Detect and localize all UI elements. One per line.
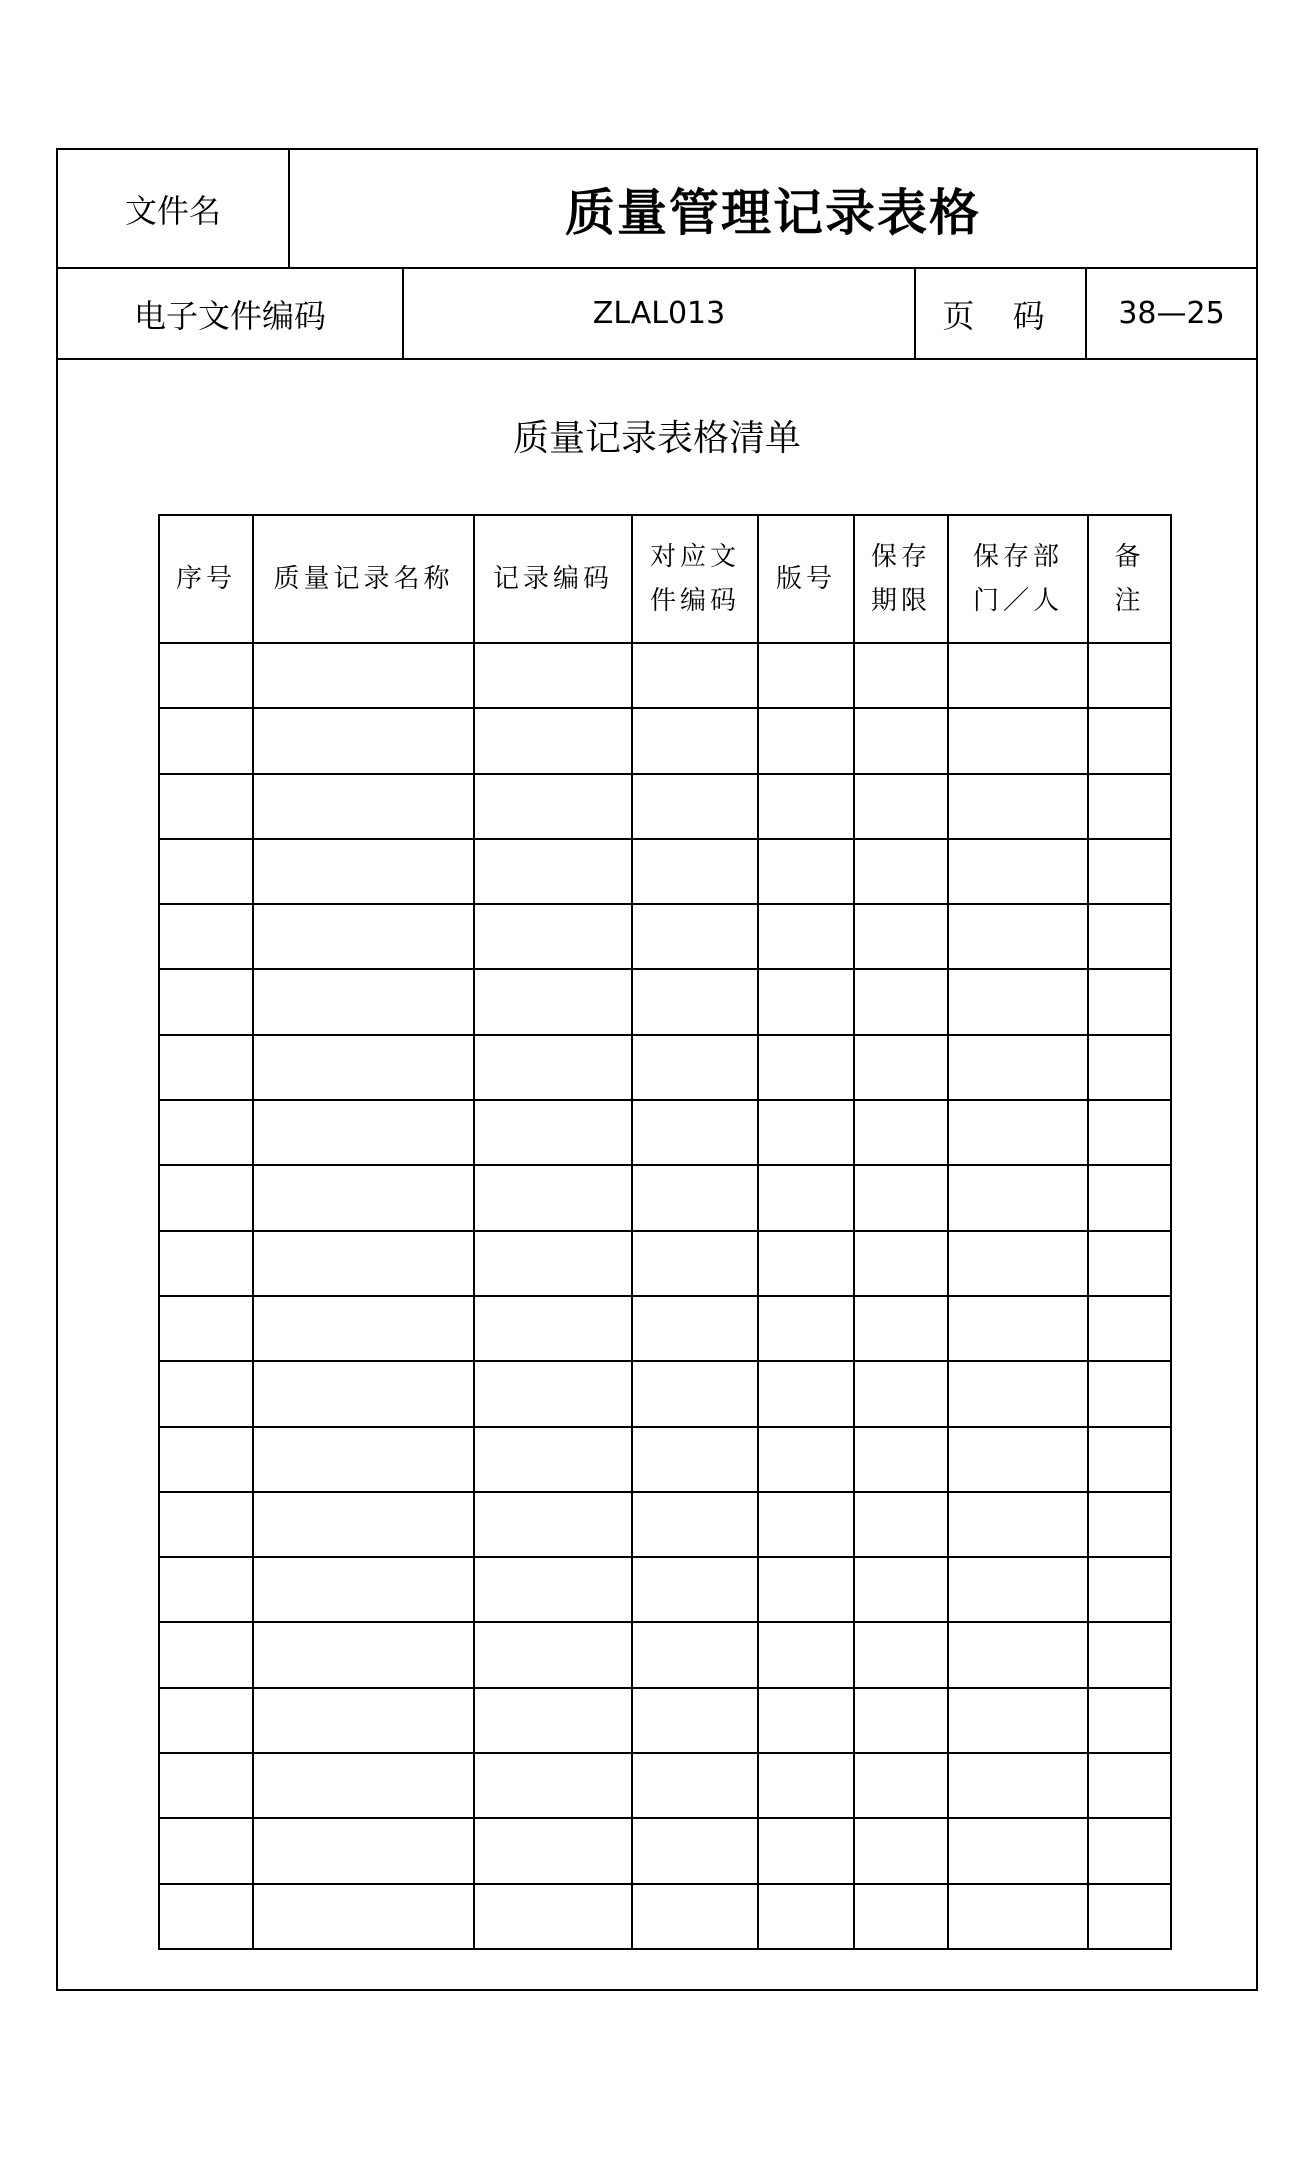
table-cell[interactable]: [253, 1557, 474, 1622]
table-cell[interactable]: [758, 839, 854, 904]
table-cell[interactable]: [1088, 839, 1171, 904]
table-cell[interactable]: [632, 1165, 758, 1230]
table-cell[interactable]: [253, 1361, 474, 1426]
table-row: [159, 1361, 1171, 1426]
table-cell[interactable]: [159, 774, 253, 839]
table-cell[interactable]: [948, 1165, 1088, 1230]
table-cell[interactable]: [632, 1361, 758, 1426]
table-cell[interactable]: [632, 1753, 758, 1818]
table-cell[interactable]: [159, 643, 253, 708]
table-row: [159, 1296, 1171, 1361]
table-cell[interactable]: [632, 774, 758, 839]
table-cell[interactable]: [632, 1557, 758, 1622]
table-cell[interactable]: [758, 1100, 854, 1165]
table-cell[interactable]: [758, 1557, 854, 1622]
table-cell[interactable]: [632, 708, 758, 773]
electronic-code-value: ZLAL013: [404, 269, 916, 358]
table-cell[interactable]: [1088, 1100, 1171, 1165]
page-value: 38—25: [1118, 296, 1225, 331]
table-cell[interactable]: [1088, 904, 1171, 969]
table-cell[interactable]: [1088, 1035, 1171, 1100]
table-cell[interactable]: [159, 1622, 253, 1687]
table-cell[interactable]: [253, 1753, 474, 1818]
table-cell[interactable]: [474, 1688, 632, 1753]
table-cell[interactable]: [1088, 774, 1171, 839]
table-cell[interactable]: [159, 839, 253, 904]
table-cell[interactable]: [854, 708, 948, 773]
table-cell[interactable]: [948, 643, 1088, 708]
table-row: [159, 1818, 1171, 1883]
table-cell[interactable]: [159, 969, 253, 1034]
table-cell[interactable]: [758, 1231, 854, 1296]
table-cell[interactable]: [159, 1884, 253, 1949]
table-cell[interactable]: [854, 1035, 948, 1100]
table-cell[interactable]: [632, 1035, 758, 1100]
table-cell[interactable]: [948, 1427, 1088, 1492]
table-cell[interactable]: [758, 1361, 854, 1426]
table-cell[interactable]: [948, 969, 1088, 1034]
table-cell[interactable]: [758, 1884, 854, 1949]
table-row: [159, 839, 1171, 904]
table-cell[interactable]: [253, 969, 474, 1034]
table-cell[interactable]: [474, 1753, 632, 1818]
table-cell[interactable]: [253, 774, 474, 839]
table-row: [159, 1165, 1171, 1230]
table-body: [159, 643, 1171, 1949]
table-cell[interactable]: [854, 839, 948, 904]
table-cell[interactable]: [253, 1427, 474, 1492]
table-cell[interactable]: [948, 1492, 1088, 1557]
electronic-code-label: 电子文件编码: [58, 269, 404, 358]
table-cell[interactable]: [758, 1035, 854, 1100]
table-cell[interactable]: [854, 1688, 948, 1753]
table-cell[interactable]: [758, 643, 854, 708]
page-label: 页 码: [916, 269, 1087, 358]
table-cell[interactable]: [854, 1165, 948, 1230]
record-list-table: [158, 514, 1172, 1950]
table-cell[interactable]: [1088, 1557, 1171, 1622]
table-cell[interactable]: [1088, 1818, 1171, 1883]
table-cell[interactable]: [948, 1100, 1088, 1165]
table-cell[interactable]: [474, 1492, 632, 1557]
table-cell[interactable]: [758, 1818, 854, 1883]
table-cell[interactable]: [948, 1296, 1088, 1361]
table-cell[interactable]: [854, 1100, 948, 1165]
table-cell[interactable]: [758, 1688, 854, 1753]
table-row: [159, 1100, 1171, 1165]
table-cell[interactable]: [1088, 1165, 1171, 1230]
table-cell[interactable]: [948, 1557, 1088, 1622]
table-cell[interactable]: [253, 1035, 474, 1100]
table-row: [159, 643, 1171, 708]
table-cell[interactable]: [632, 1427, 758, 1492]
table-cell[interactable]: [948, 1231, 1088, 1296]
table-cell[interactable]: [632, 1296, 758, 1361]
table-cell[interactable]: [253, 1296, 474, 1361]
table-row: [159, 1884, 1171, 1949]
table-row: [159, 1492, 1171, 1557]
table-cell[interactable]: [1088, 1622, 1171, 1687]
table-cell[interactable]: [758, 1622, 854, 1687]
table-cell[interactable]: [632, 839, 758, 904]
table-cell[interactable]: [159, 1165, 253, 1230]
table-cell[interactable]: [1088, 1427, 1171, 1492]
table-cell[interactable]: [1088, 1492, 1171, 1557]
table-cell[interactable]: [758, 774, 854, 839]
document-title: 质量管理记录表格: [565, 183, 981, 242]
table-cell[interactable]: [474, 1427, 632, 1492]
table-cell[interactable]: [474, 1231, 632, 1296]
table-cell[interactable]: [758, 969, 854, 1034]
table-cell[interactable]: [854, 1231, 948, 1296]
table-cell[interactable]: [854, 774, 948, 839]
table-cell[interactable]: [948, 708, 1088, 773]
header-row-code: [58, 269, 1256, 360]
table-row: [159, 1427, 1171, 1492]
table-cell[interactable]: [948, 839, 1088, 904]
table-cell[interactable]: [632, 643, 758, 708]
table-cell[interactable]: [948, 774, 1088, 839]
table-cell[interactable]: [474, 1884, 632, 1949]
table-cell[interactable]: [253, 1100, 474, 1165]
table-row: [159, 969, 1171, 1034]
table-cell[interactable]: [1088, 969, 1171, 1034]
table-cell[interactable]: [474, 1622, 632, 1687]
section-title: 质量记录表格清单: [512, 418, 801, 459]
table-cell[interactable]: [159, 708, 253, 773]
table-cell[interactable]: [854, 1557, 948, 1622]
table-cell[interactable]: [474, 774, 632, 839]
table-cell[interactable]: [159, 1035, 253, 1100]
table-cell[interactable]: [632, 1884, 758, 1949]
table-cell[interactable]: [758, 708, 854, 773]
table-cell[interactable]: [253, 1231, 474, 1296]
table-cell[interactable]: [948, 1622, 1088, 1687]
table-cell[interactable]: [854, 1622, 948, 1687]
table-cell[interactable]: [253, 643, 474, 708]
table-cell[interactable]: [474, 643, 632, 708]
table-cell[interactable]: [474, 1035, 632, 1100]
table-cell[interactable]: [474, 1165, 632, 1230]
table-cell[interactable]: [854, 1818, 948, 1883]
table-cell[interactable]: [632, 969, 758, 1034]
table-cell[interactable]: [948, 1035, 1088, 1100]
table-cell[interactable]: [1088, 708, 1171, 773]
table-cell[interactable]: [632, 1231, 758, 1296]
table-cell[interactable]: [159, 1296, 253, 1361]
table-cell[interactable]: [1088, 1296, 1171, 1361]
table-cell[interactable]: [474, 708, 632, 773]
table-cell[interactable]: [854, 1427, 948, 1492]
table-cell[interactable]: [159, 1818, 253, 1883]
table-cell[interactable]: [758, 904, 854, 969]
column-header: 记录编码: [474, 515, 632, 643]
column-header: 版号: [758, 515, 854, 643]
table-cell[interactable]: [632, 1622, 758, 1687]
table-row: [159, 904, 1171, 969]
table-cell[interactable]: [159, 1427, 253, 1492]
header-row-title: [58, 150, 1256, 269]
table-cell[interactable]: [632, 1818, 758, 1883]
table-cell[interactable]: [159, 1361, 253, 1426]
table-row: [159, 1753, 1171, 1818]
table-cell[interactable]: [632, 1688, 758, 1753]
table-row: [159, 1557, 1171, 1622]
table-cell[interactable]: [159, 1688, 253, 1753]
table-cell[interactable]: [1088, 1884, 1171, 1949]
table-cell[interactable]: [854, 1492, 948, 1557]
column-header: 序号: [159, 515, 253, 643]
table-cell[interactable]: [854, 1296, 948, 1361]
table-cell[interactable]: [948, 1688, 1088, 1753]
table-row: [159, 708, 1171, 773]
table-cell[interactable]: [632, 1492, 758, 1557]
table-row: [159, 1035, 1171, 1100]
table-cell[interactable]: [474, 1818, 632, 1883]
table-cell[interactable]: [1088, 1231, 1171, 1296]
table-cell[interactable]: [948, 1753, 1088, 1818]
table-cell[interactable]: [854, 1884, 948, 1949]
table-cell[interactable]: [474, 904, 632, 969]
table-cell[interactable]: [758, 1753, 854, 1818]
table-cell[interactable]: [474, 839, 632, 904]
table-cell[interactable]: [632, 1100, 758, 1165]
table-cell[interactable]: [948, 1818, 1088, 1883]
table-cell[interactable]: [758, 1165, 854, 1230]
table-cell[interactable]: [474, 1361, 632, 1426]
table-row: [159, 774, 1171, 839]
table-cell[interactable]: [253, 1818, 474, 1883]
table-cell[interactable]: [159, 1492, 253, 1557]
table-cell[interactable]: [159, 1557, 253, 1622]
table-cell[interactable]: [253, 1688, 474, 1753]
table-cell[interactable]: [948, 1884, 1088, 1949]
table-cell[interactable]: [253, 1492, 474, 1557]
table-cell[interactable]: [854, 969, 948, 1034]
table-cell[interactable]: [253, 1622, 474, 1687]
table-row: [159, 1688, 1171, 1753]
table-row: [159, 1622, 1171, 1687]
table-cell[interactable]: [159, 904, 253, 969]
table-cell[interactable]: [474, 1296, 632, 1361]
table-cell[interactable]: [159, 1753, 253, 1818]
table-cell[interactable]: [632, 904, 758, 969]
column-header: 对应文 件编码: [632, 515, 758, 643]
table-cell[interactable]: [1088, 1361, 1171, 1426]
table-cell[interactable]: [854, 643, 948, 708]
table-header-row: [159, 515, 1171, 643]
document-frame: [56, 148, 1258, 1991]
file-name-label: 文件名: [58, 150, 290, 267]
table-cell[interactable]: [948, 904, 1088, 969]
table-cell[interactable]: [253, 708, 474, 773]
table-cell[interactable]: [758, 1492, 854, 1557]
column-header: 备 注: [1088, 515, 1171, 643]
table-cell[interactable]: [854, 1753, 948, 1818]
table-row: [159, 1231, 1171, 1296]
table-cell[interactable]: [159, 1100, 253, 1165]
table-cell[interactable]: [1088, 643, 1171, 708]
table-cell[interactable]: [474, 969, 632, 1034]
column-header: 保存部 门／人: [948, 515, 1088, 643]
table-cell[interactable]: [758, 1296, 854, 1361]
table-cell[interactable]: [474, 1557, 632, 1622]
table-cell[interactable]: [854, 1361, 948, 1426]
table-cell[interactable]: [253, 904, 474, 969]
table-cell[interactable]: [758, 1427, 854, 1492]
table-cell[interactable]: [948, 1361, 1088, 1426]
column-header: 质量记录名称: [253, 515, 474, 643]
column-header: 保存 期限: [854, 515, 948, 643]
table-cell[interactable]: [253, 839, 474, 904]
table-cell[interactable]: [1088, 1753, 1171, 1818]
table-cell[interactable]: [159, 1231, 253, 1296]
table-cell[interactable]: [854, 904, 948, 969]
table-cell[interactable]: [253, 1165, 474, 1230]
table-cell[interactable]: [474, 1100, 632, 1165]
table-cell[interactable]: [1088, 1688, 1171, 1753]
table-cell[interactable]: [253, 1884, 474, 1949]
